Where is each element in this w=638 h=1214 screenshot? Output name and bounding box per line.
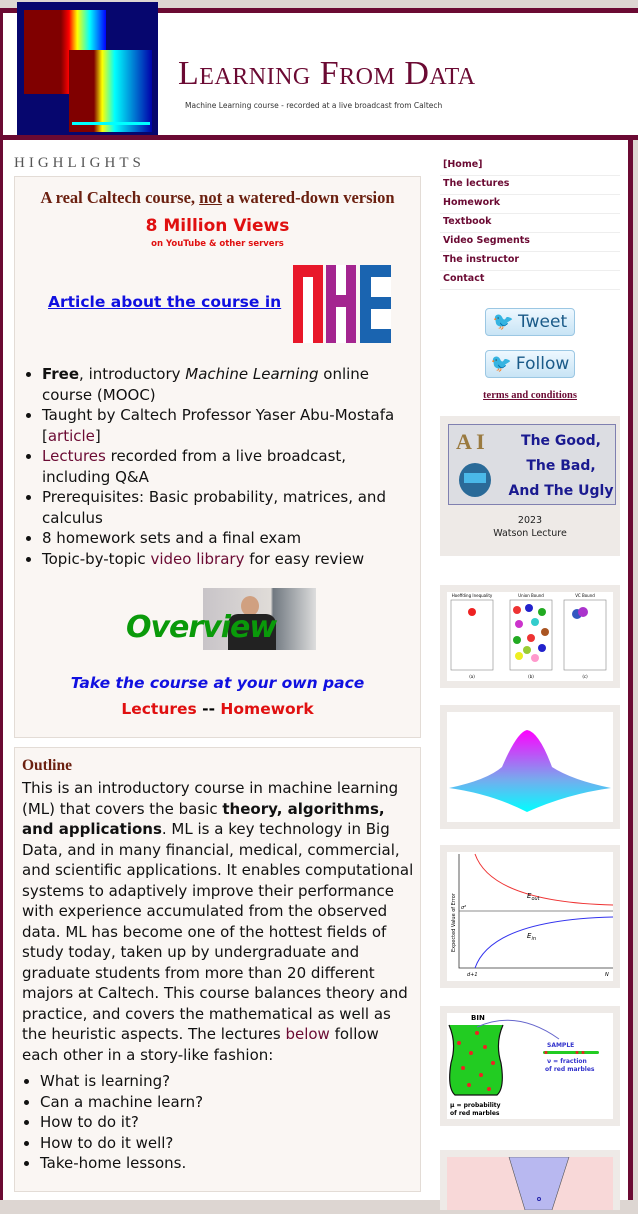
year: 2023: [517, 515, 543, 526]
fig-sub: (a): [469, 674, 475, 679]
lectures-link[interactable]: Lectures: [121, 700, 197, 718]
terms-link[interactable]: terms and conditions: [483, 390, 577, 401]
main-area: [0, 140, 633, 1200]
text: for easy review: [244, 549, 365, 568]
mu-label: μ = probability: [450, 1102, 501, 1109]
text: Prerequisites:: [42, 488, 149, 506]
fig-sub: (b): [528, 674, 534, 679]
lectures-link[interactable]: Lectures: [42, 447, 106, 465]
follow-button[interactable]: [485, 350, 575, 378]
highlights-heading: HIGHLIGHTS: [14, 155, 145, 171]
nav-video-segments[interactable]: Video Segments: [440, 233, 620, 252]
bin-figure[interactable]: [440, 1006, 620, 1126]
tweet-label: Tweet: [518, 312, 568, 332]
ai-logo-text: A I: [456, 429, 485, 454]
twitter-bird-icon: 🐦: [490, 354, 512, 374]
pace-text: Take the course at your own pace: [70, 674, 365, 692]
fig-label: Union Bound: [518, 593, 544, 598]
nu-label: ν = fraction: [547, 1058, 587, 1065]
caption: Watson Lecture: [493, 528, 567, 539]
eout-label: $E_{out}$: [527, 892, 540, 902]
site-title: Learning From Data: [178, 55, 476, 92]
tagline-not: not: [199, 188, 223, 207]
sigma-label: σ²: [461, 905, 467, 911]
title-line: And The Ugly: [508, 483, 614, 499]
list-item: [42, 446, 417, 487]
ai-caption: [440, 514, 620, 540]
list-item: • How to do it?: [40, 1112, 420, 1133]
x-start-label: d+1: [467, 972, 478, 978]
list-item: • Can a machine learn?: [40, 1092, 420, 1113]
text: Topic-by-topic: [42, 549, 151, 568]
text: This is an introductory course in machine learning (ML) that covers the basic: [22, 779, 399, 818]
twitter-bird-icon: 🐦: [492, 312, 515, 332]
title-line: The Bad,: [526, 458, 596, 474]
bold-text: Free: [42, 365, 80, 383]
nav-home[interactable]: [Home]: [440, 157, 620, 176]
below-link[interactable]: below: [285, 1025, 330, 1043]
y-axis-label: Expected Value of Error: [451, 893, 457, 952]
text: online course (MOOC): [42, 365, 370, 404]
mu-label-2: of red marbles: [450, 1110, 500, 1117]
overview-label: Overview: [126, 610, 277, 645]
logo-image: [17, 2, 158, 135]
text: probability, matrices, and calculus: [42, 488, 386, 527]
tagline: [15, 188, 420, 208]
ai-title: [507, 429, 615, 504]
list-item: [42, 528, 417, 549]
highlights-box: [14, 176, 421, 738]
fig-sub: (c): [582, 674, 588, 679]
homework-link[interactable]: Homework: [220, 700, 314, 718]
ai-banner: [448, 424, 616, 505]
sample-label: SAMPLE: [547, 1042, 575, 1049]
x-end-label: N: [605, 972, 609, 978]
separator: --: [196, 700, 221, 718]
site-subtitle: Machine Learning course - recorded at a live broadcast from Caltech: [185, 101, 443, 110]
the-logo[interactable]: [293, 265, 391, 343]
bold-text: theory, algorithms, and applications: [22, 799, 385, 838]
highlights-list: [17, 364, 417, 569]
nav-textbook[interactable]: Textbook: [440, 214, 620, 233]
ai-lecture-promo[interactable]: [440, 416, 620, 556]
outline-text: [15, 775, 420, 1065]
title-line: The Good,: [521, 433, 601, 449]
outline-box: [14, 747, 421, 1192]
learning-curve-figure[interactable]: [440, 845, 620, 988]
nav-contact[interactable]: Contact: [440, 271, 620, 290]
text: Taught by Caltech Professor Yaser Abu-Mostafa [: [42, 406, 395, 445]
nav-homework[interactable]: Homework: [440, 195, 620, 214]
text: , introductory: [79, 365, 186, 383]
list-item: • Take-home lessons.: [40, 1153, 420, 1174]
views-count: 8 Million Views: [145, 216, 290, 236]
italic-text: Machine Learning: [185, 365, 319, 383]
gaussian-figure[interactable]: [440, 705, 620, 829]
list-item: [42, 364, 417, 405]
fig-label: Hoeffding Inequality: [451, 593, 493, 598]
text: 8 homework sets and a final exam: [42, 529, 302, 547]
text: . ML is a key technology in Big Data, and in many financial, medical, commercial, and scientific applications. It enables computational systems to adaptively improve their performance with experience accumulated from the observed data. ML has become one of the hottest fields of study today, taken up by undergraduate and graduate students from more than 20 different majors at Caltech. This course balances theory and practice, and covers the mathematical as well as the heuristic aspects. The lectures: [22, 820, 414, 1043]
list-item: • How to do it well?: [40, 1133, 420, 1154]
text: recorded from a live broadcast, including Q&A: [42, 447, 347, 486]
article-link[interactable]: Article about the course in: [48, 293, 282, 311]
follow-label: Follow: [515, 354, 570, 374]
list-item: [42, 487, 417, 528]
outline-list: [15, 1071, 420, 1174]
robot-icon: [459, 463, 491, 497]
text: ]: [94, 426, 101, 445]
list-item: • What is learning?: [40, 1071, 420, 1092]
views-subtitle: on YouTube & other servers: [151, 239, 284, 249]
basic-link[interactable]: Basic: [148, 488, 189, 506]
ein-label: $E_{in}$: [527, 932, 536, 942]
outline-title: Outline: [22, 757, 72, 774]
bin-label: BIN: [471, 1014, 485, 1022]
overview-video-link[interactable]: [123, 588, 317, 650]
tagline-text-end: a watered-down version: [222, 188, 395, 207]
sidebar-nav: [440, 157, 620, 290]
quick-links: [15, 700, 420, 718]
instructor-article-link[interactable]: article: [47, 426, 95, 445]
tagline-text: A real Caltech course,: [40, 188, 200, 207]
bounds-figure[interactable]: [440, 585, 620, 688]
list-item: [42, 549, 417, 570]
tweet-button[interactable]: [485, 308, 575, 336]
video-library-link[interactable]: video library: [150, 549, 245, 568]
nav-instructor[interactable]: The instructor: [440, 252, 620, 271]
nu-label-2: of red marbles: [545, 1066, 595, 1073]
classifier-figure[interactable]: [440, 1150, 620, 1210]
fig-label: VC Bound: [575, 593, 595, 598]
list-item: [42, 405, 417, 446]
nav-lectures[interactable]: The lectures: [440, 176, 620, 195]
text: follow each other in a story-like fashion:: [22, 1025, 379, 1064]
